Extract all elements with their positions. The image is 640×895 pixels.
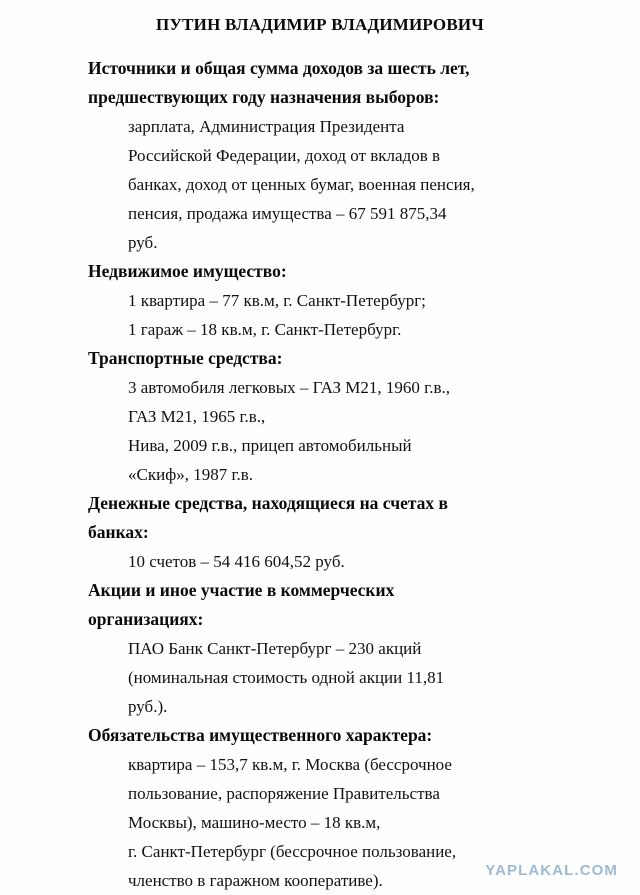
section-heading: банках: bbox=[88, 522, 149, 543]
detail-line: 1 квартира – 77 кв.м, г. Санкт-Петербург; bbox=[128, 291, 426, 311]
detail-line: (номинальная стоимость одной акции 11,81 bbox=[128, 668, 445, 688]
declaration-body bbox=[0, 54, 640, 895]
section-lines bbox=[88, 634, 600, 721]
section-lines bbox=[88, 286, 600, 344]
detail-line: пенсия, продажа имущества – 67 591 875,34 bbox=[128, 204, 447, 224]
section-lines bbox=[88, 112, 600, 257]
detail-line: квартира – 153,7 кв.м, г. Москва (бессрочное bbox=[128, 755, 452, 775]
section-vehicles bbox=[88, 344, 600, 489]
section-income bbox=[88, 54, 600, 257]
detail-line: Российской Федерации, доход от вкладов в bbox=[128, 146, 441, 166]
section-heading: Недвижимое имущество: bbox=[88, 261, 287, 282]
section-shares bbox=[88, 576, 600, 721]
detail-line: 3 автомобиля легковых – ГАЗ М21, 1960 г.в., bbox=[128, 378, 450, 398]
detail-line: ГАЗ М21, 1965 г.в., bbox=[128, 407, 266, 427]
detail-line: руб.). bbox=[128, 697, 168, 717]
detail-line: зарплата, Администрация Президента bbox=[128, 117, 405, 137]
site-watermark: YAPLAKAL.COM bbox=[485, 862, 618, 879]
section-heading: Денежные средства, находящиеся на счетах в bbox=[88, 493, 448, 514]
detail-line: Москвы), машино-место – 18 кв.м, bbox=[128, 813, 381, 833]
detail-line: «Скиф», 1987 г.в. bbox=[128, 465, 254, 485]
detail-line: пользование, распоряжение Правительства bbox=[128, 784, 440, 804]
section-lines bbox=[88, 373, 600, 489]
section-heading: Источники и общая сумма доходов за шесть лет, bbox=[88, 58, 470, 79]
detail-line: банках, доход от ценных бумаг, военная пенсия, bbox=[128, 175, 475, 195]
detail-line: членство в гаражном кооперативе). bbox=[128, 871, 383, 891]
section-heading: Транспортные средства: bbox=[88, 348, 283, 369]
section-heading: Акции и иное участие в коммерческих bbox=[88, 580, 395, 601]
detail-line: Нива, 2009 г.в., прицеп автомобильный bbox=[128, 436, 412, 456]
detail-line: г. Санкт-Петербург (бессрочное пользование, bbox=[128, 842, 457, 862]
detail-line: руб. bbox=[128, 233, 158, 253]
detail-line: 1 гараж – 18 кв.м, г. Санкт-Петербург. bbox=[128, 320, 402, 340]
page-title: ПУТИН ВЛАДИМИР ВЛАДИМИРОВИЧ bbox=[156, 15, 484, 34]
section-real-estate bbox=[88, 257, 600, 344]
section-bank-accounts bbox=[88, 489, 600, 576]
section-heading: предшествующих году назначения выборов: bbox=[88, 87, 440, 108]
detail-line: ПАО Банк Санкт-Петербург – 230 акций bbox=[128, 639, 422, 659]
detail-line: 10 счетов – 54 416 604,52 руб. bbox=[128, 552, 345, 572]
section-lines bbox=[88, 547, 600, 576]
section-heading: Обязательства имущественного характера: bbox=[88, 725, 433, 746]
section-heading: организациях: bbox=[88, 609, 204, 630]
